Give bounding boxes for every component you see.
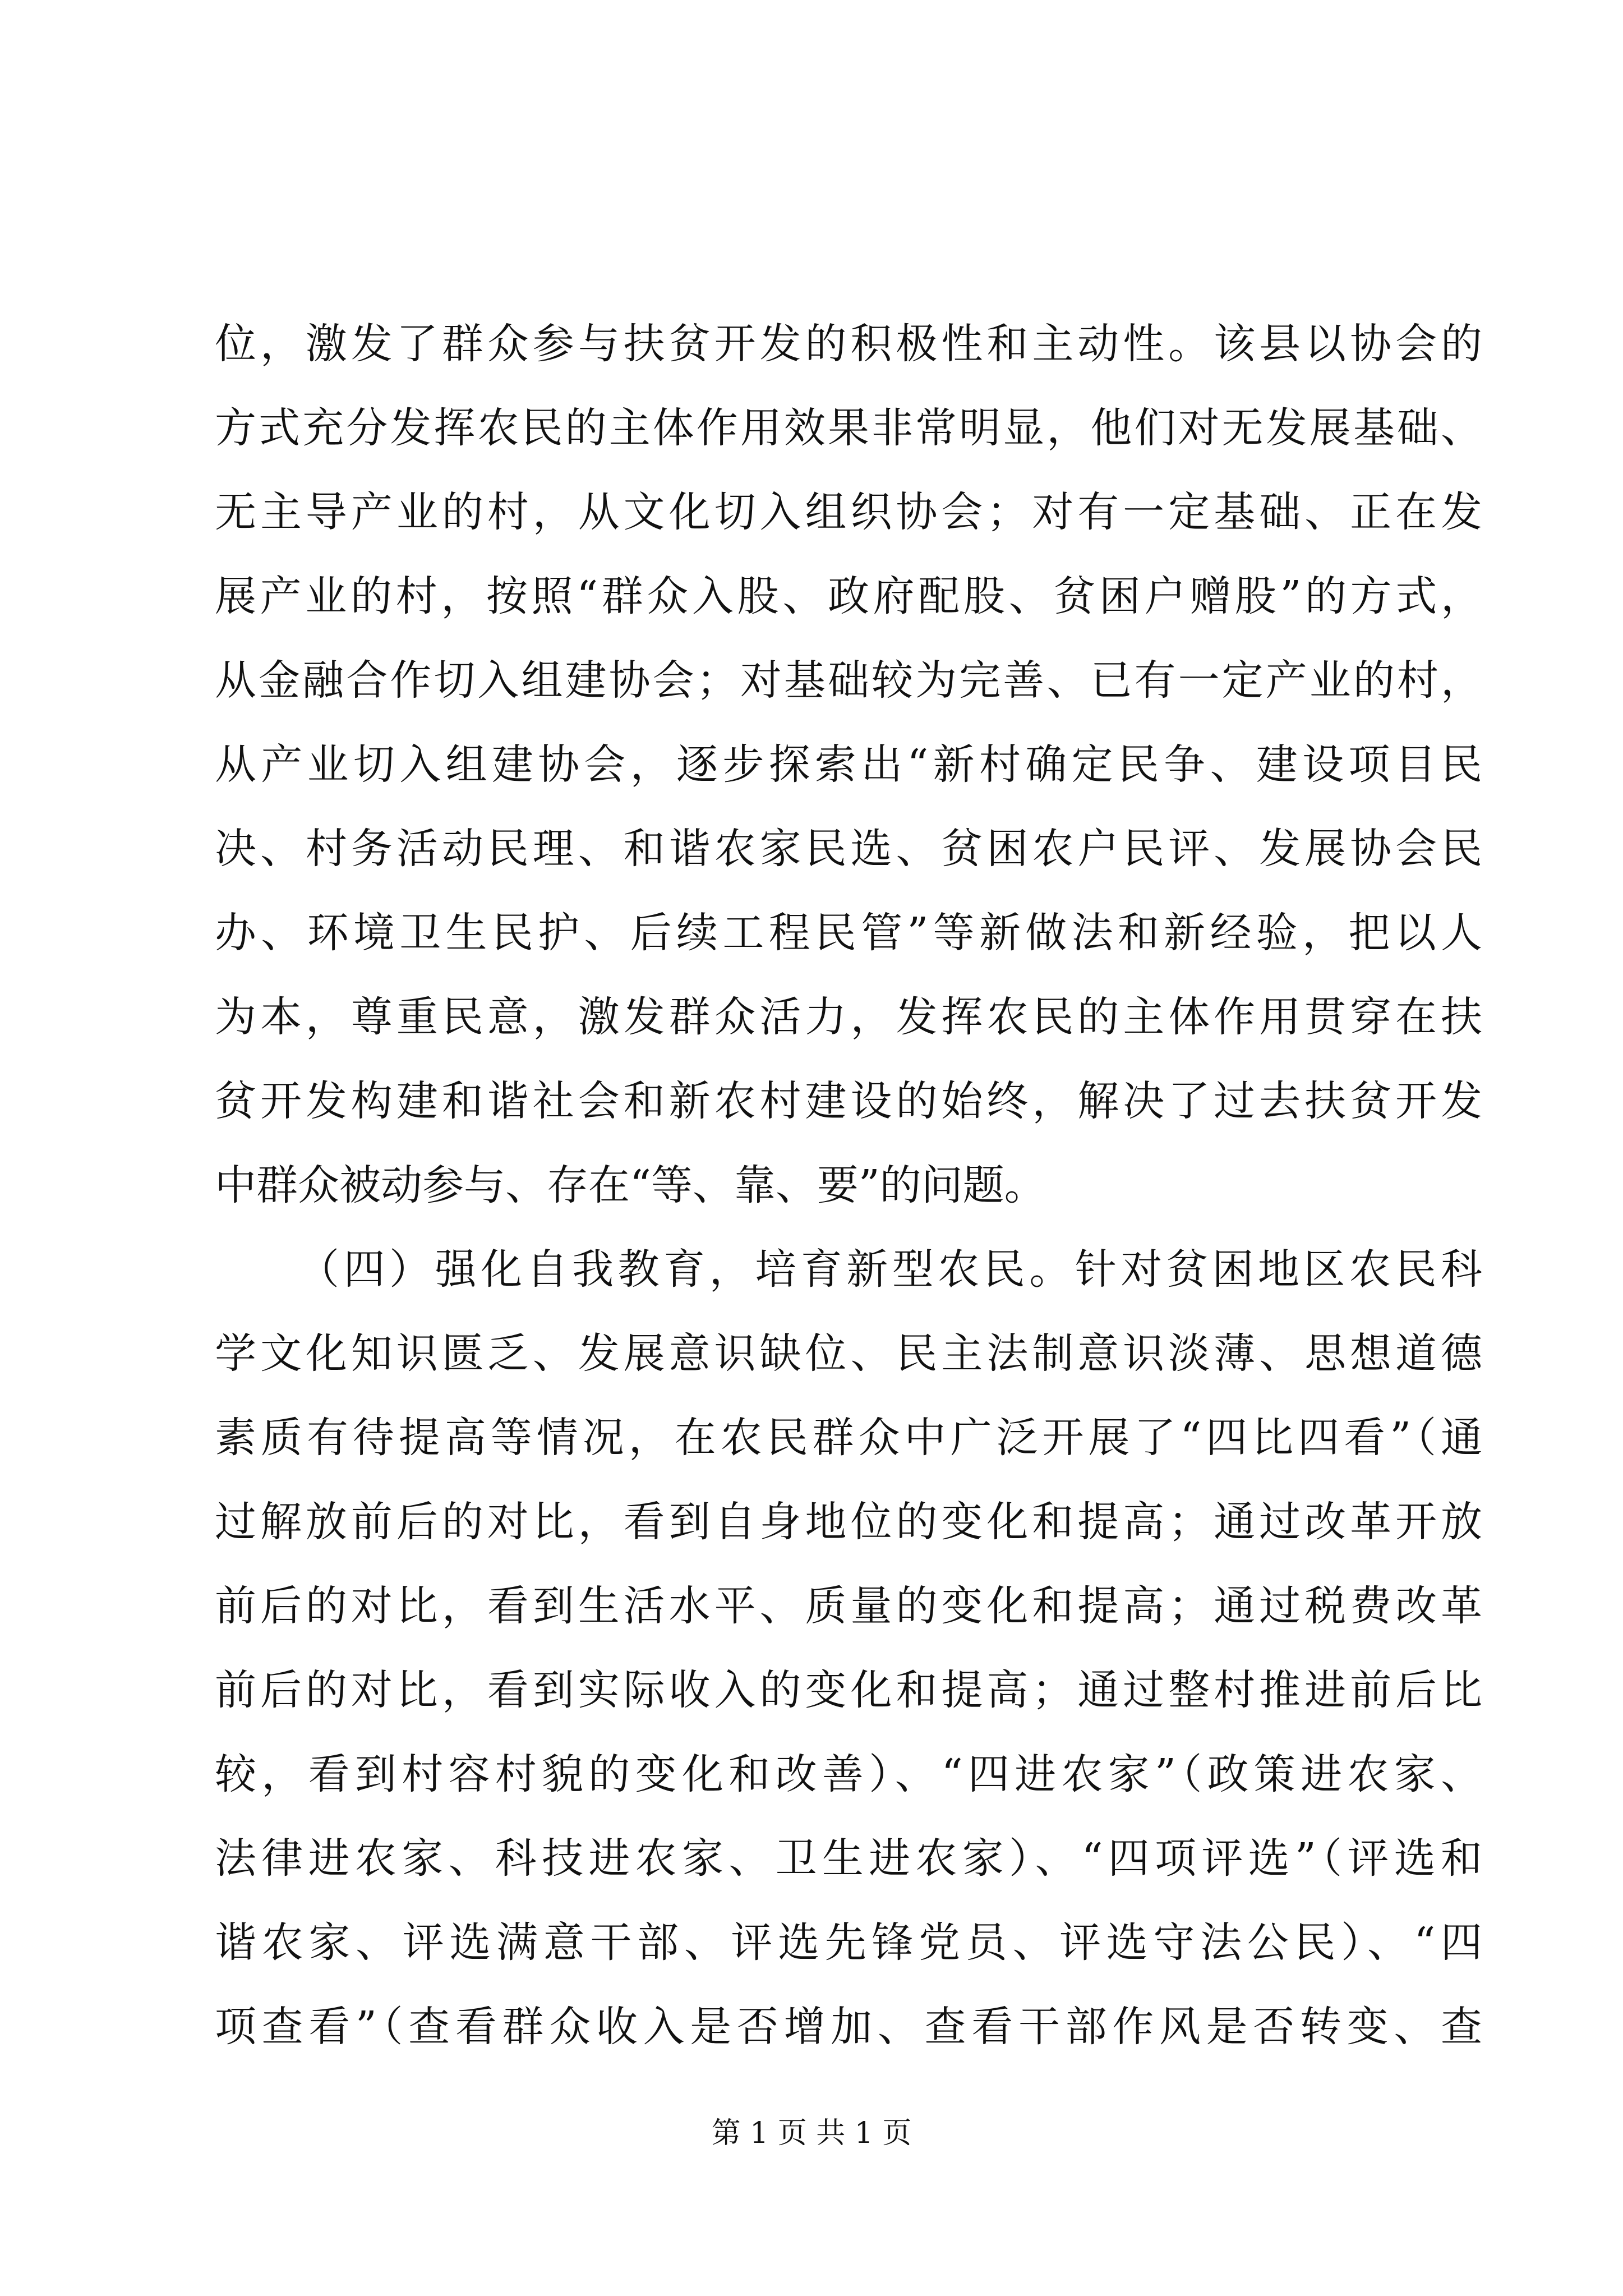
text-line: 素质有待提高等情况，在农民群众中广泛开展了“四比四看”（通 — [215, 1414, 1482, 1462]
text-line: 前后的对比，看到生活水平、质量的变化和提高；通过税费改革 — [215, 1582, 1482, 1630]
text-line: 前后的对比，看到实际收入的变化和提高；通过整村推进前后比 — [215, 1666, 1482, 1714]
text-line: 中群众被动参与、存在“等、靠、要”的问题。 — [215, 1161, 1046, 1209]
text-line: 为本，尊重民意，激发群众活力，发挥农民的主体作用贯穿在扶 — [215, 993, 1482, 1041]
text-line: 无主导产业的村，从文化切入组织协会；对有一定基础、正在发 — [215, 488, 1482, 536]
text-line: 从金融合作切入组建协会；对基础较为完善、已有一定产业的村， — [215, 656, 1482, 705]
text-line: 项查看”（查看群众收入是否增加、查看干部作风是否转变、查 — [215, 2003, 1482, 2051]
text-line: 决、村务活动民理、和谐农家民选、贫困农户民评、发展协会民 — [215, 825, 1482, 873]
text-line: 位，激发了群众参与扶贫开发的积极性和主动性。该县以协会的 — [215, 320, 1482, 368]
text-line: 展产业的村，按照“群众入股、政府配股、贫困户赠股”的方式， — [215, 572, 1482, 620]
text-line: 法律进农家、科技进农家、卫生进农家）、“四项评选”（评选和 — [215, 1834, 1482, 1883]
text-line: 贫开发构建和谐社会和新农村建设的始终，解决了过去扶贫开发 — [215, 1077, 1482, 1125]
text-line: 学文化知识匮乏、发展意识缺位、民主法制意识淡薄、思想道德 — [215, 1329, 1482, 1378]
body-text — [215, 302, 1482, 2069]
section-heading-line: （四）强化自我教育，培育新型农民。针对贫困地区农民科 — [298, 1245, 1482, 1294]
text-line: 过解放前后的对比，看到自身地位的变化和提高；通过改革开放 — [215, 1498, 1482, 1546]
page-footer: 第 1 页 共 1 页 — [711, 2116, 912, 2150]
text-line: 谐农家、评选满意干部、评选先锋党员、评选守法公民）、“四 — [215, 1918, 1482, 1967]
text-line: 从产业切入组建协会，逐步探索出“新村确定民争、建设项目民 — [215, 740, 1482, 789]
text-line: 较，看到村容村貌的变化和改善）、“四进农家”（政策进农家、 — [215, 1750, 1482, 1798]
text-line: 方式充分发挥农民的主体作用效果非常明显，他们对无发展基础、 — [215, 404, 1482, 452]
text-line: 办、环境卫生民护、后续工程民管”等新做法和新经验，把以人 — [215, 909, 1482, 957]
